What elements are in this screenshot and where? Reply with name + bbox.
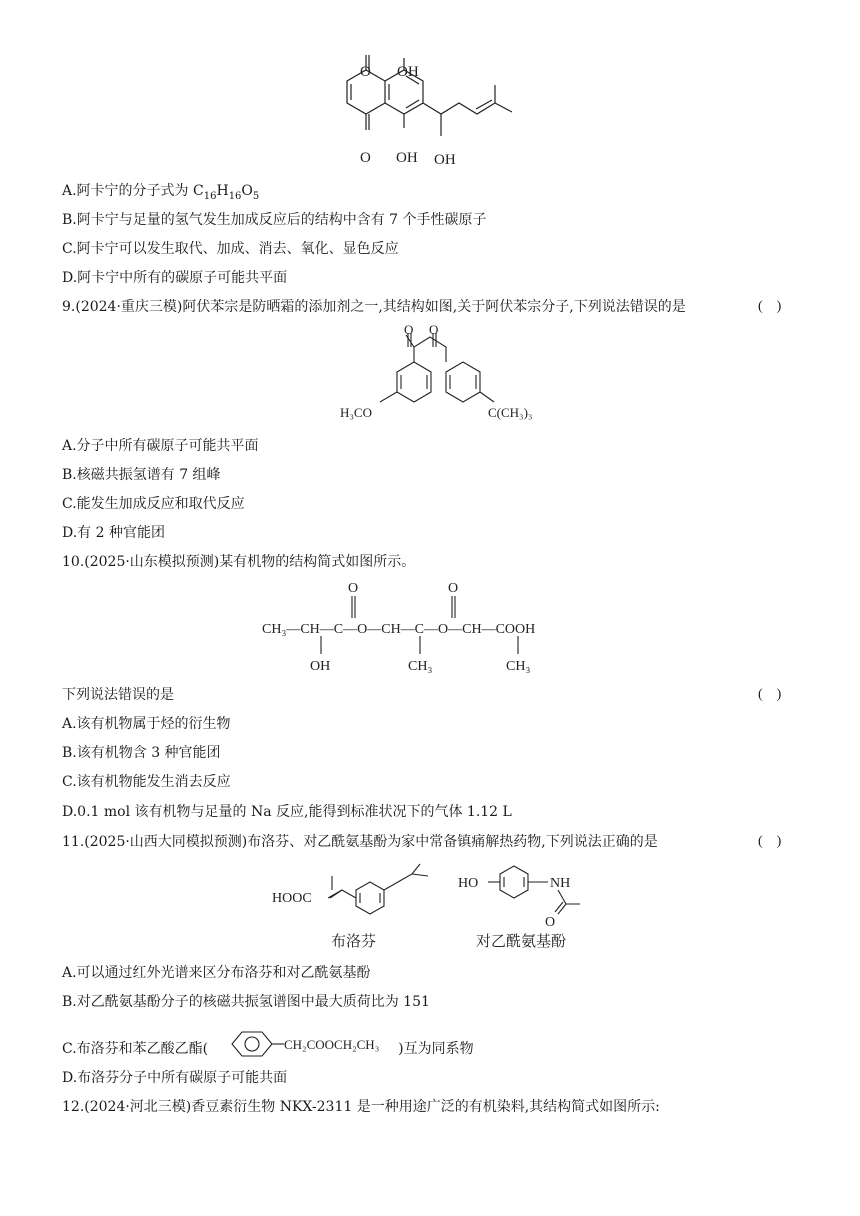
q11-o: O xyxy=(545,915,556,930)
q11-label-ibuprofen: 布洛芬 xyxy=(331,932,377,950)
q8-option-d: D.阿卡宁中所有的碳原子可能共平面 xyxy=(62,270,288,286)
q11-option-c: C.布洛芬和苯乙酸乙酯( )互为同系物 xyxy=(62,1041,474,1057)
q9-h3co: H₃CO xyxy=(340,405,372,420)
q10-option-d: D.0.1 mol 该有机物与足量的 Na 反应,能得到标准状况下的气体 1.12 L xyxy=(62,804,512,820)
q8-oh-top: OH xyxy=(397,64,419,80)
q11-option-b: B.对乙酰氨基酚分子的核磁共振氢谱图中最大质荷比为 151 xyxy=(62,994,430,1010)
q8-oh-bottom: OH xyxy=(396,150,418,166)
q9-structure xyxy=(0,322,860,435)
q12-stem: 12.(2024·河北三模)香豆素衍生物 NKX-2311 是一种用途广泛的有机染料,其结构简式如图所示: xyxy=(62,1099,660,1115)
q11-ester-structure xyxy=(218,1020,418,1070)
q8-structure xyxy=(0,0,860,190)
q10-main-chain: CH₃—CH—C—O—CH—C—O—CH—COOH xyxy=(262,622,536,637)
q11-hooc: HOOC xyxy=(272,891,312,906)
q9-o-left: O xyxy=(404,322,414,337)
q10-option-b: B.该有机物含 3 种官能团 xyxy=(62,745,221,761)
q9-tbutyl: C(CH₃)₃ xyxy=(488,405,533,420)
q10-answer-paren: ( ) xyxy=(758,687,782,702)
q9-option-d: D.有 2 种官能团 xyxy=(62,525,165,541)
q11-option-a: A.可以通过红外光谱来区分布洛芬和对乙酰氨基酚 xyxy=(62,965,371,981)
q9-option-a: A.分子中所有碳原子可能共平面 xyxy=(62,438,259,454)
q10-o-2: O xyxy=(448,581,459,596)
q11-ester-text: CH₂COOCH₂CH₃ xyxy=(284,1037,380,1052)
q11-option-d: D.布洛芬分子中所有碳原子可能共面 xyxy=(62,1070,288,1086)
q9-answer-paren: ( ) xyxy=(758,299,782,314)
q10-question: 下列说法错误的是 xyxy=(62,687,174,703)
q8-option-a: A.阿卡宁的分子式为 $C_{16}H_{16}O_5$ xyxy=(62,183,260,202)
q8-o-top: O xyxy=(360,64,371,80)
q11-stem: 11.(2025·山西大同模拟预测)布洛芬、对乙酰氨基酚为家中常备镇痛解热药物,下列说法正确的是 xyxy=(62,834,658,850)
q8-o-bottom: O xyxy=(360,150,371,166)
q8-option-b: B.阿卡宁与足量的氢气发生加成反应后的结构中含有 7 个手性碳原子 xyxy=(62,212,487,228)
q10-stem: 10.(2025·山东模拟预测)某有机物的结构简式如图所示。 xyxy=(62,554,416,570)
q10-o-1: O xyxy=(348,581,359,596)
q9-option-c: C.能发生加成反应和取代反应 xyxy=(62,496,245,512)
q11-ho: HO xyxy=(458,876,479,891)
q9-option-b: B.核磁共振氢谱有 7 组峰 xyxy=(62,467,221,483)
q10-structure xyxy=(0,578,860,678)
q8-oh-side: OH xyxy=(434,152,456,168)
q11-nh: NH xyxy=(550,876,571,891)
q8-option-c: C.阿卡宁可以发生取代、加成、消去、氧化、显色反应 xyxy=(62,241,399,257)
q9-stem: 9.(2024·重庆三模)阿伏苯宗是防晒霜的添加剂之一,其结构如图,关于阿伏苯宗分子,下列说法错误的是 xyxy=(62,299,686,315)
q10-ch3-b: CH₃ xyxy=(506,659,531,674)
q11-structures xyxy=(0,860,860,960)
q9-o-right: O xyxy=(429,322,439,337)
q10-ch3-a: CH₃ xyxy=(408,659,433,674)
q11-label-paracetamol: 对乙酰氨基酚 xyxy=(476,932,567,950)
q10-option-c: C.该有机物能发生消去反应 xyxy=(62,774,231,790)
q10-option-a: A.该有机物属于烃的衍生物 xyxy=(62,716,231,732)
q10-oh: OH xyxy=(310,659,331,674)
q11-answer-paren: ( ) xyxy=(758,834,782,849)
